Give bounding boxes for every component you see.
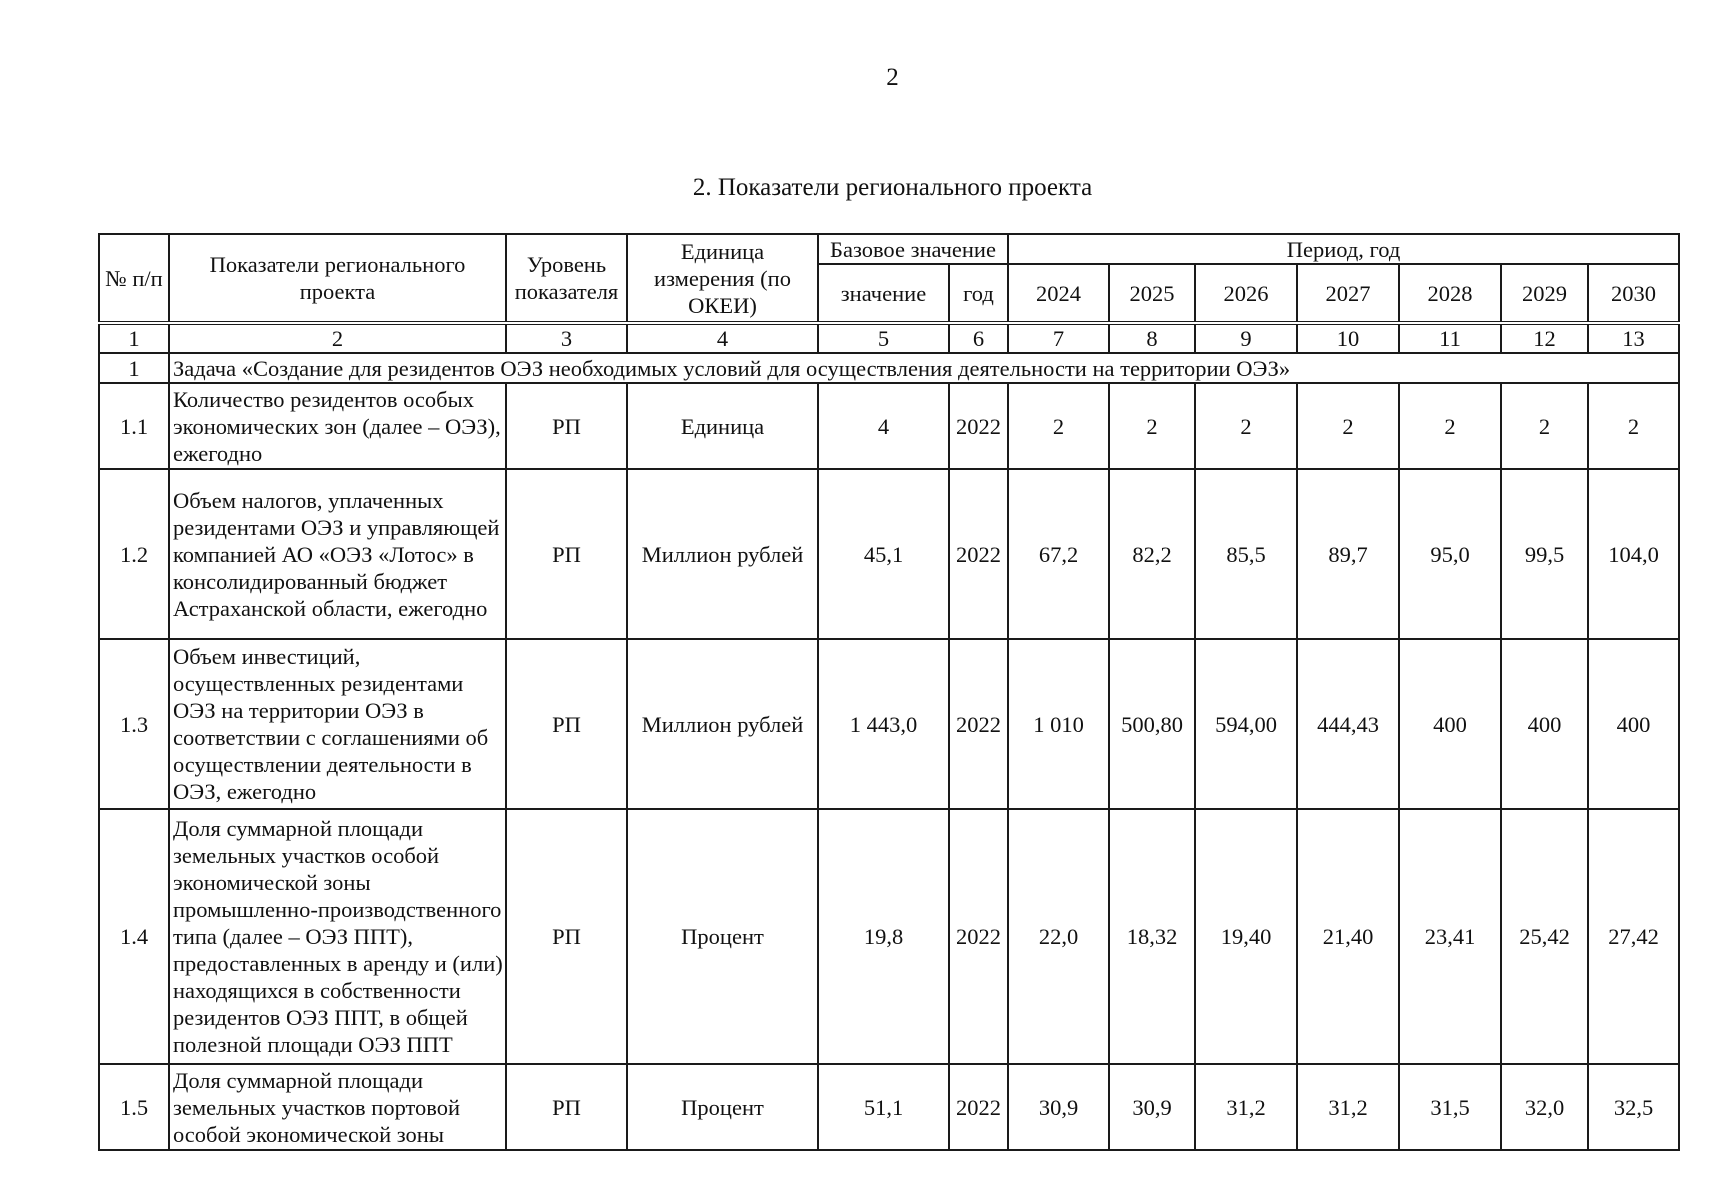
year-value: 2 bbox=[1501, 383, 1588, 469]
year-value: 31,2 bbox=[1297, 1064, 1399, 1150]
base-year: 2022 bbox=[949, 1064, 1008, 1150]
year-value: 2 bbox=[1297, 383, 1399, 469]
base-year: 2022 bbox=[949, 809, 1008, 1064]
indicator-level: РП bbox=[506, 1064, 627, 1150]
indicator-unit: Единица bbox=[627, 383, 818, 469]
year-value: 400 bbox=[1399, 639, 1501, 809]
base-year: 2022 bbox=[949, 383, 1008, 469]
year-value: 30,9 bbox=[1109, 1064, 1195, 1150]
header-level: Уровень показателя bbox=[506, 234, 627, 323]
page-number: 2 bbox=[886, 64, 899, 91]
indicator-level: РП bbox=[506, 469, 627, 639]
base-value: 45,1 bbox=[818, 469, 949, 639]
header-name: Показатели регионального проекта bbox=[169, 234, 506, 323]
table-row bbox=[99, 469, 1679, 639]
year-value: 19,40 bbox=[1195, 809, 1297, 1064]
indicator-name: Объем инвестиций, осуществленных резидентами ОЭЗ на территории ОЭЗ в соответствии с соглашениями об осуществлении деятельности в ОЭЗ, ежегодно bbox=[169, 639, 506, 809]
indicator-level: РП bbox=[506, 383, 627, 469]
task-title: Задача «Создание для резидентов ОЭЗ необходимых условий для осуществления деятельности на территории ОЭЗ» bbox=[169, 353, 1679, 383]
year-value: 99,5 bbox=[1501, 469, 1588, 639]
indicator-level: РП bbox=[506, 809, 627, 1064]
indicator-name: Доля суммарной площади земельных участков особой экономической зоны промышленно-производственного типа (далее – ОЭЗ ППТ), предоставленных в аренду и (или) находящихся в собственности резидентов ОЭЗ ППТ, в общей полезной площади ОЭЗ ППТ bbox=[169, 809, 506, 1064]
year-value: 18,32 bbox=[1109, 809, 1195, 1064]
year-value: 82,2 bbox=[1109, 469, 1195, 639]
task-num: 1 bbox=[99, 353, 169, 383]
year-value: 104,0 bbox=[1588, 469, 1679, 639]
year-value: 2 bbox=[1399, 383, 1501, 469]
row-num: 1.4 bbox=[99, 809, 169, 1064]
column-number: 5 bbox=[818, 323, 949, 353]
year-value: 32,5 bbox=[1588, 1064, 1679, 1150]
column-number: 13 bbox=[1588, 323, 1679, 353]
year-value: 67,2 bbox=[1008, 469, 1109, 639]
header-row bbox=[99, 234, 1679, 264]
header-base-value: значение bbox=[818, 264, 949, 323]
column-number: 7 bbox=[1008, 323, 1109, 353]
row-num: 1.5 bbox=[99, 1064, 169, 1150]
indicator-level: РП bbox=[506, 639, 627, 809]
column-number: 4 bbox=[627, 323, 818, 353]
year-value: 23,41 bbox=[1399, 809, 1501, 1064]
indicator-name: Количество резидентов особых экономических зон (далее – ОЭЗ), ежегодно bbox=[169, 383, 506, 469]
table-row bbox=[99, 383, 1679, 469]
year-value: 2 bbox=[1109, 383, 1195, 469]
header-unit: Единица измерения (по ОКЕИ) bbox=[627, 234, 818, 323]
year-value: 400 bbox=[1501, 639, 1588, 809]
header-year: 2027 bbox=[1297, 264, 1399, 323]
year-value: 31,2 bbox=[1195, 1064, 1297, 1150]
column-number: 9 bbox=[1195, 323, 1297, 353]
year-value: 30,9 bbox=[1008, 1064, 1109, 1150]
task-row bbox=[99, 353, 1679, 383]
row-num: 1.1 bbox=[99, 383, 169, 469]
header-year: 2029 bbox=[1501, 264, 1588, 323]
table-row bbox=[99, 639, 1679, 809]
column-number: 1 bbox=[99, 323, 169, 353]
indicator-name: Объем налогов, уплаченных резидентами ОЭЗ и управляющей компанией АО «ОЭЗ «Лотос» в консолидированный бюджет Астраханской области, ежегодно bbox=[169, 469, 506, 639]
year-value: 31,5 bbox=[1399, 1064, 1501, 1150]
year-value: 22,0 bbox=[1008, 809, 1109, 1064]
table-row bbox=[99, 1064, 1679, 1150]
base-value: 1 443,0 bbox=[818, 639, 949, 809]
header-year: 2025 bbox=[1109, 264, 1195, 323]
year-value: 594,00 bbox=[1195, 639, 1297, 809]
year-value: 89,7 bbox=[1297, 469, 1399, 639]
year-value: 2 bbox=[1195, 383, 1297, 469]
header-base-year: год bbox=[949, 264, 1008, 323]
year-value: 27,42 bbox=[1588, 809, 1679, 1064]
base-year: 2022 bbox=[949, 469, 1008, 639]
column-number: 11 bbox=[1399, 323, 1501, 353]
document-title: 2. Показатели регионального проекта bbox=[692, 174, 1093, 201]
year-value: 400 bbox=[1588, 639, 1679, 809]
indicator-unit: Миллион рублей bbox=[627, 469, 818, 639]
indicator-name: Доля суммарной площади земельных участков портовой особой экономической зоны bbox=[169, 1064, 506, 1150]
header-year: 2028 bbox=[1399, 264, 1501, 323]
header-year: 2026 bbox=[1195, 264, 1297, 323]
base-year: 2022 bbox=[949, 639, 1008, 809]
year-value: 1 010 bbox=[1008, 639, 1109, 809]
year-value: 500,80 bbox=[1109, 639, 1195, 809]
indicators-table bbox=[98, 233, 1680, 1151]
year-value: 25,42 bbox=[1501, 809, 1588, 1064]
year-value: 32,0 bbox=[1501, 1064, 1588, 1150]
column-number: 8 bbox=[1109, 323, 1195, 353]
header-base: Базовое значение bbox=[818, 234, 1008, 264]
indicator-unit: Миллион рублей bbox=[627, 639, 818, 809]
row-num: 1.2 bbox=[99, 469, 169, 639]
year-value: 444,43 bbox=[1297, 639, 1399, 809]
indicator-unit: Процент bbox=[627, 809, 818, 1064]
year-value: 85,5 bbox=[1195, 469, 1297, 639]
header-period: Период, год bbox=[1008, 234, 1679, 264]
header-year: 2024 bbox=[1008, 264, 1109, 323]
column-number-row bbox=[99, 323, 1679, 353]
year-value: 2 bbox=[1588, 383, 1679, 469]
year-value: 21,40 bbox=[1297, 809, 1399, 1064]
base-value: 51,1 bbox=[818, 1064, 949, 1150]
indicator-unit: Процент bbox=[627, 1064, 818, 1150]
column-number: 10 bbox=[1297, 323, 1399, 353]
year-value: 95,0 bbox=[1399, 469, 1501, 639]
column-number: 3 bbox=[506, 323, 627, 353]
column-number: 6 bbox=[949, 323, 1008, 353]
column-number: 12 bbox=[1501, 323, 1588, 353]
year-value: 2 bbox=[1008, 383, 1109, 469]
base-value: 19,8 bbox=[818, 809, 949, 1064]
table-row bbox=[99, 809, 1679, 1064]
row-num: 1.3 bbox=[99, 639, 169, 809]
column-number: 2 bbox=[169, 323, 506, 353]
base-value: 4 bbox=[818, 383, 949, 469]
header-year: 2030 bbox=[1588, 264, 1679, 323]
header-num: № п/п bbox=[99, 234, 169, 323]
